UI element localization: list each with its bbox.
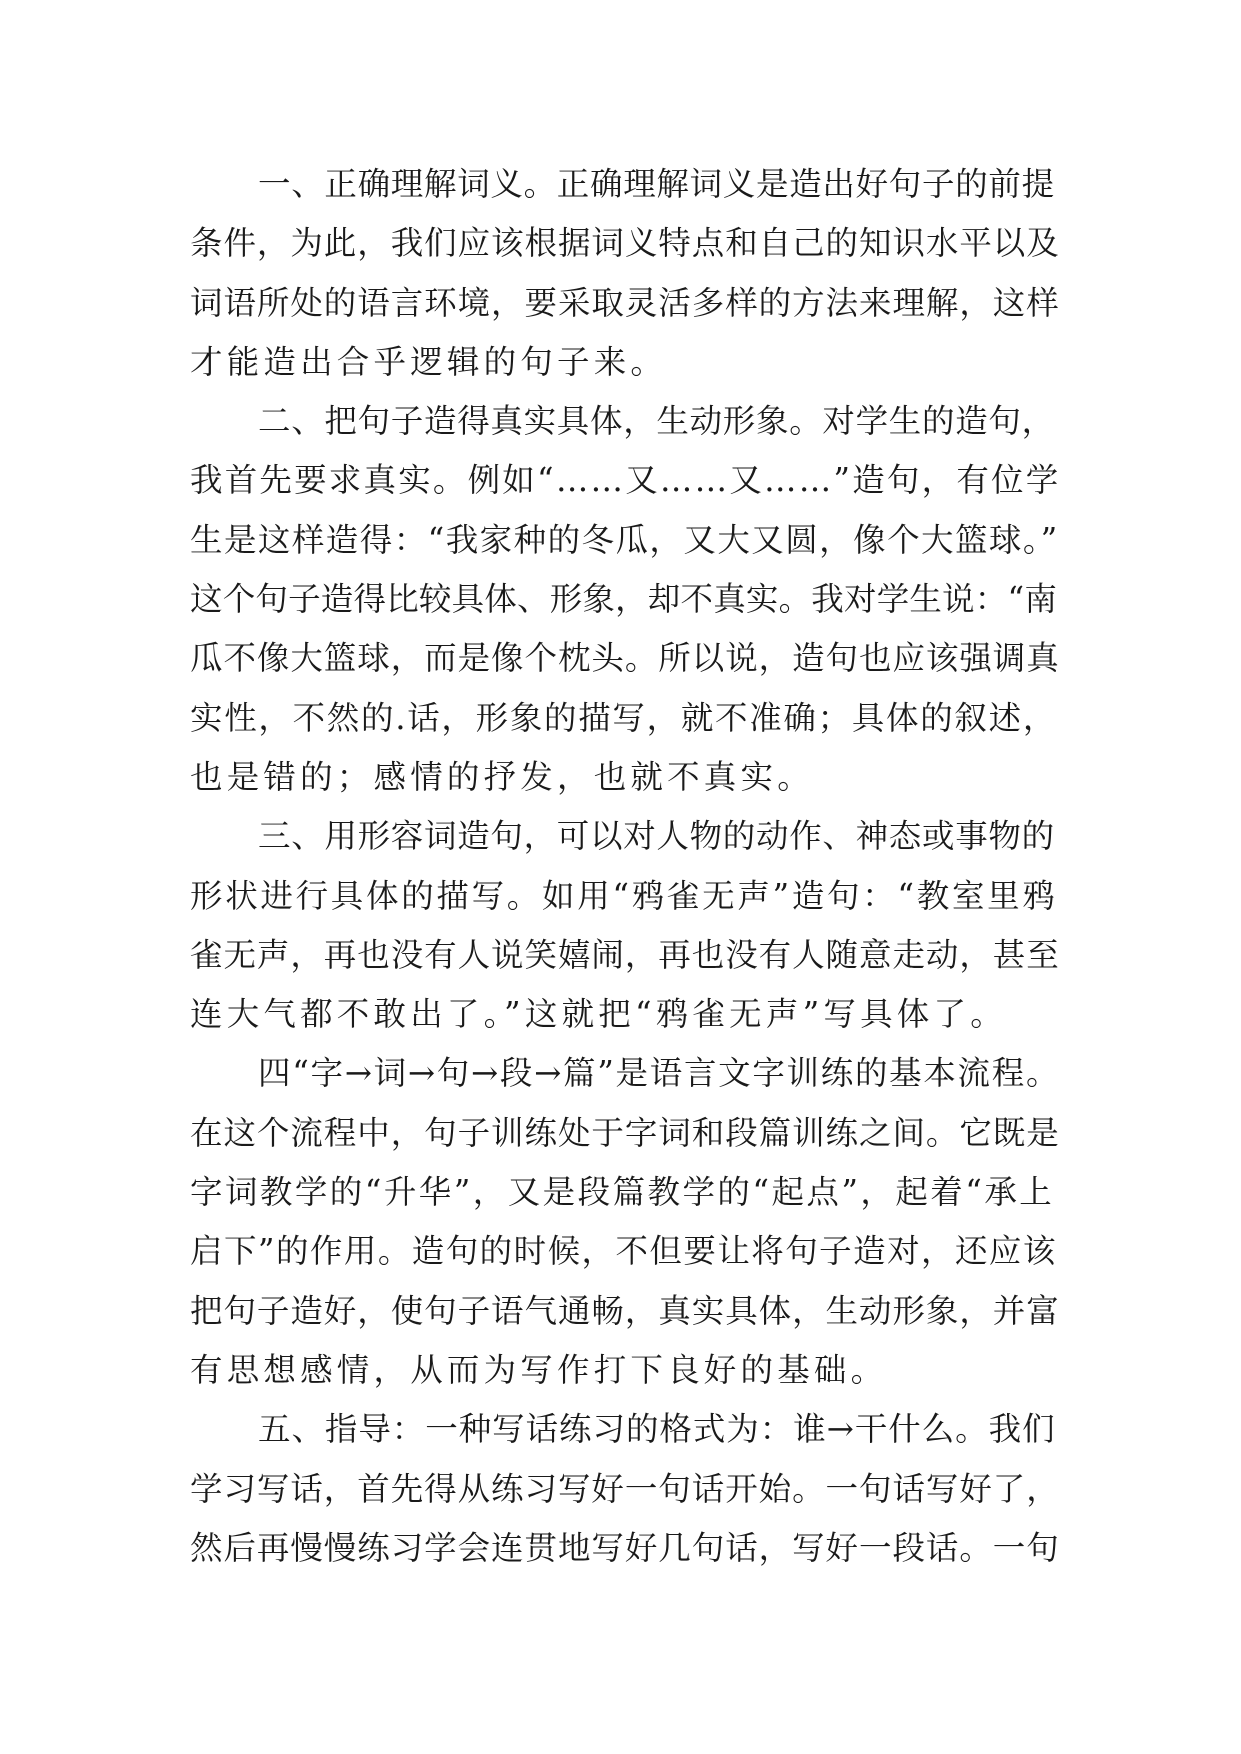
document-body	[190, 155, 1060, 1578]
text-line: 四“字→词→句→段→篇”是语言文字训练的基本流程。	[258, 1054, 1061, 1093]
text-line: 连大气都不敢出了。”这就把“鸦雀无声”写具体了。	[190, 995, 1007, 1034]
text-line: 三、用形容词造句，可以对人物的动作、神态或事物的	[258, 817, 1055, 856]
text-line: 才能造出合乎逻辑的句子来。	[190, 342, 668, 381]
text-line: 在这个流程中，句子训练处于字词和段篇训练之间。它既是	[190, 1113, 1060, 1152]
text-line: 把句子造好，使句子语气通畅，真实具体，生动形象，并富	[190, 1291, 1060, 1330]
text-line: 二、把句子造得真实具体，生动形象。对学生的造句，	[258, 402, 1055, 441]
paragraph-2	[190, 392, 1060, 807]
text-line: 雀无声，再也没有人说笑嬉闹，再也没有人随意走动，甚至	[190, 935, 1060, 974]
text-line: 生是这样造得：“我家种的冬瓜，又大又圆，像个大篮球。”	[190, 520, 1059, 559]
text-line: 我首先要求真实。例如“……又……又……”造句，有位学	[190, 461, 1061, 500]
text-line: 这个句子造得比较具体、形象，却不真实。我对学生说：“南	[190, 580, 1058, 619]
text-line: 然后再慢慢练习学会连贯地写好几句话，写好一段话。一句	[190, 1528, 1060, 1567]
text-line: 也是错的；感情的抒发，也就不真实。	[190, 757, 814, 796]
text-line: 实性，不然的.话，形象的描写，就不准确；具体的叙述，	[190, 698, 1058, 737]
text-line: 条件，为此，我们应该根据词义特点和自己的知识水平以及	[190, 224, 1060, 263]
text-line: 一、正确理解词义。正确理解词义是造出好句子的前提	[258, 165, 1055, 203]
text-line: 形状进行具体的描写。如用“鸦雀无声”造句：“教室里鸦	[190, 876, 1058, 915]
paragraph-5	[190, 1400, 1060, 1578]
text-line: 字词教学的“升华”，又是段篇教学的“起点”，起着“承上	[190, 1173, 1055, 1212]
text-line: 瓜不像大篮球，而是像个枕头。所以说，造句也应该强调真	[190, 639, 1060, 678]
paragraph-1	[190, 155, 1060, 392]
text-line: 启下”的作用。造句的时候，不但要让将句子造对，还应该	[190, 1232, 1057, 1271]
paragraph-3	[190, 807, 1060, 1044]
text-line: 有思想感情，从而为写作打下良好的基础。	[190, 1350, 888, 1389]
text-line: 词语所处的语言环境，要采取灵活多样的方法来理解，这样	[190, 283, 1060, 322]
paragraph-4	[190, 1044, 1060, 1400]
text-line: 五、指导：一种写话练习的格式为：谁→干什么。我们	[258, 1410, 1056, 1449]
text-line: 学习写话，首先得从练习写好一句话开始。一句话写好了，	[190, 1469, 1060, 1508]
